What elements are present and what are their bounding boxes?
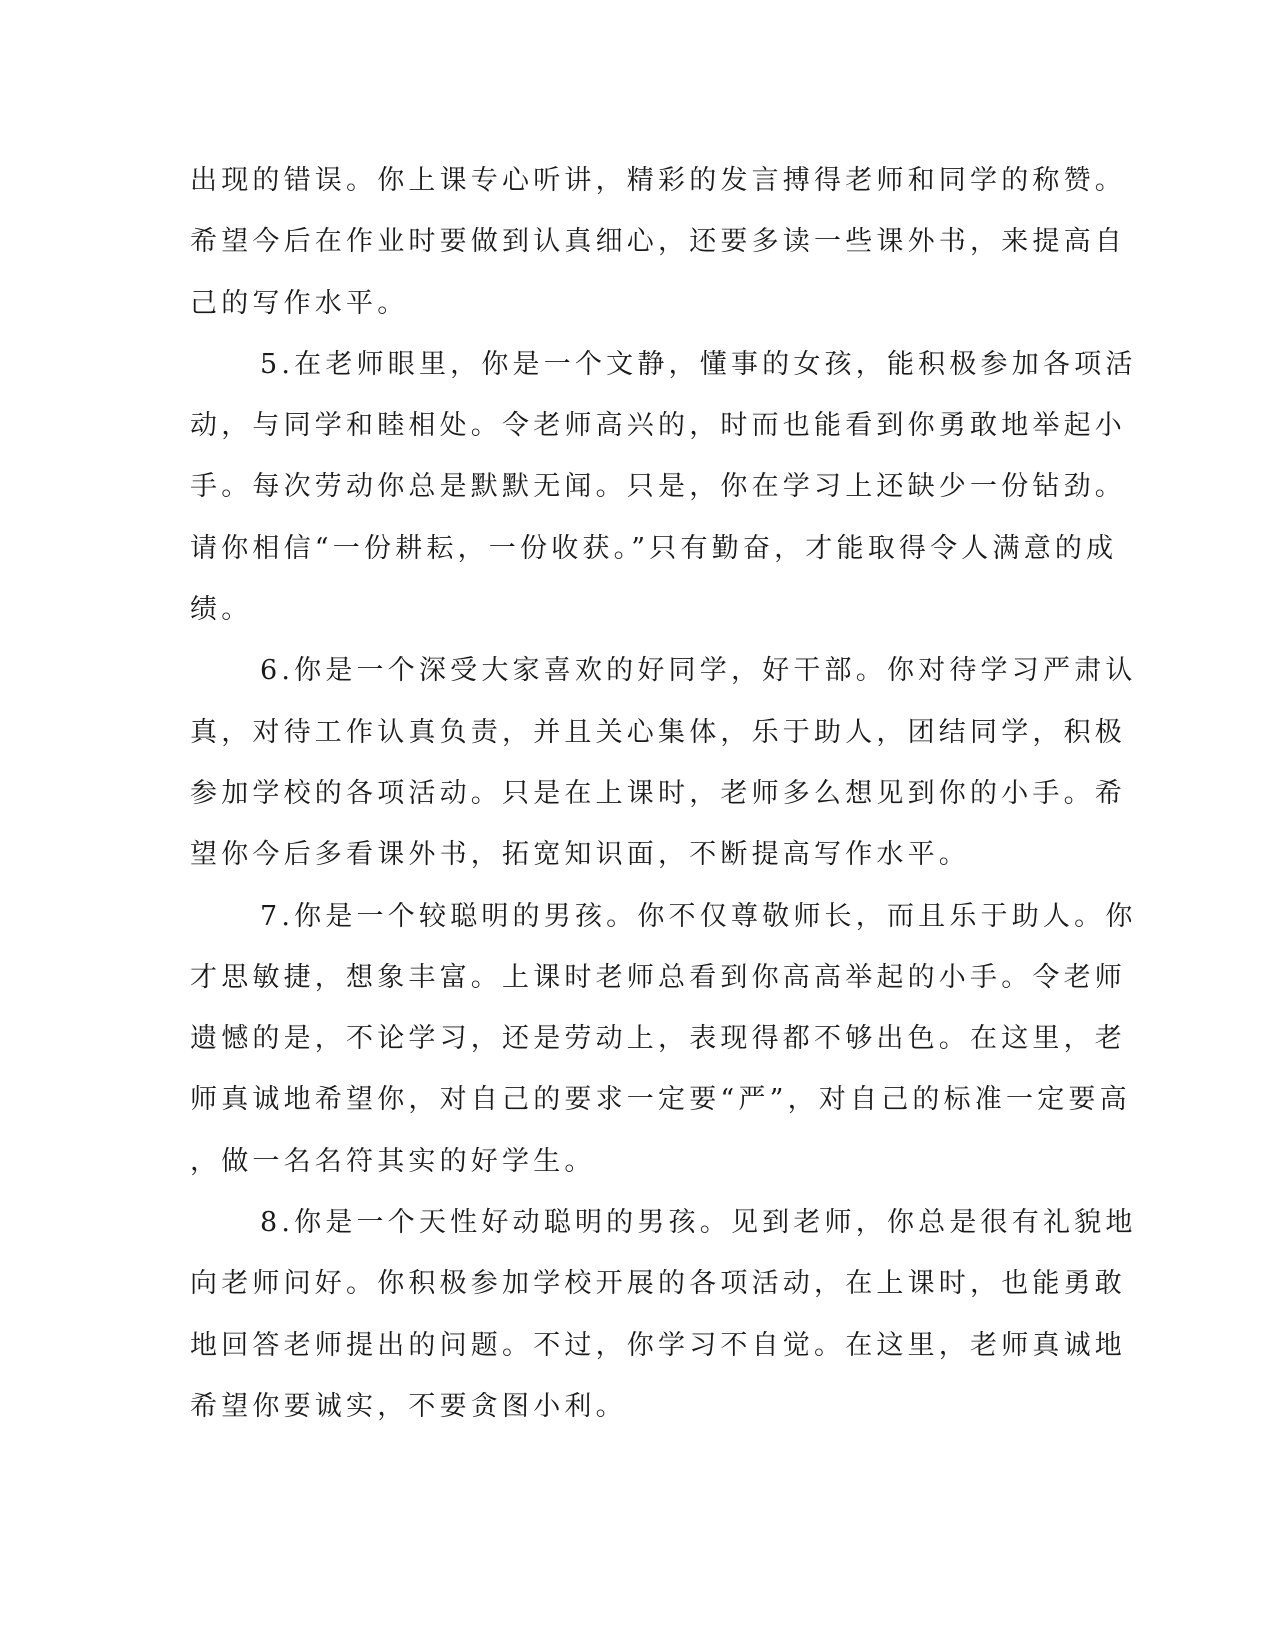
text-line: 地回答老师提出的问题。不过，你学习不自觉。在这里，老师真诚地: [190, 1329, 1126, 1361]
paragraph-8-first-line: 8.你是一个天性好动聪明的男孩。见到老师，你总是很有礼貌地: [260, 1207, 1137, 1239]
text-line: 手。每次劳动你总是默默无闻。只是，你在学习上还缺少一份钻劲。: [190, 471, 1126, 503]
paragraph-6-first-line: 6.你是一个深受大家喜欢的好同学，好干部。你对待学习严肃认: [260, 655, 1137, 687]
paragraph-5-first-line: 5.在老师眼里，你是一个文静，懂事的女孩，能积极参加各项活: [260, 348, 1137, 380]
text-line: 请你相信“一份耕耘，一份收获。”只有勤奋，才能取得令人满意的成: [190, 532, 1118, 564]
text-line: 师真诚地希望你，对自己的要求一定要“严”，对自己的标准一定要高: [190, 1084, 1131, 1116]
text-line: 遗憾的是，不论学习，还是劳动上，表现得都不够出色。在这里，老: [190, 1023, 1126, 1055]
text-line: 希望你要诚实，不要贪图小利。: [190, 1390, 627, 1422]
text-line: ，做一名名符其实的好学生。: [190, 1145, 596, 1177]
text-line: 出现的错误。你上课专心听讲，精彩的发言搏得老师和同学的称赞。: [190, 165, 1126, 196]
paragraph-7-first-line: 7.你是一个较聪明的男孩。你不仅尊敬师长，而且乐于助人。你: [260, 900, 1137, 932]
text-line: 才思敏捷，想象丰富。上课时老师总看到你高高举起的小手。令老师: [190, 961, 1126, 993]
text-line: 真，对待工作认真负责，并且关心集体，乐于助人，团结同学，积极: [190, 716, 1126, 748]
text-line: 向老师问好。你积极参加学校开展的各项活动，在上课时，也能勇敢: [190, 1268, 1126, 1300]
document-body: [190, 150, 1137, 1437]
text-line: 希望今后在作业时要做到认真细心，还要多读一些课外书，来提高自: [190, 226, 1126, 258]
text-line: 己的写作水平。: [190, 287, 409, 319]
text-line: 参加学校的各项活动。只是在上课时，老师多么想见到你的小手。希: [190, 777, 1126, 809]
text-line: 动，与同学和睦相处。令老师高兴的，时而也能看到你勇敢地举起小: [190, 410, 1126, 442]
text-line: 望你今后多看课外书，拓宽知识面，不断提高写作水平。: [190, 839, 970, 871]
text-line: 绩。: [190, 594, 253, 626]
